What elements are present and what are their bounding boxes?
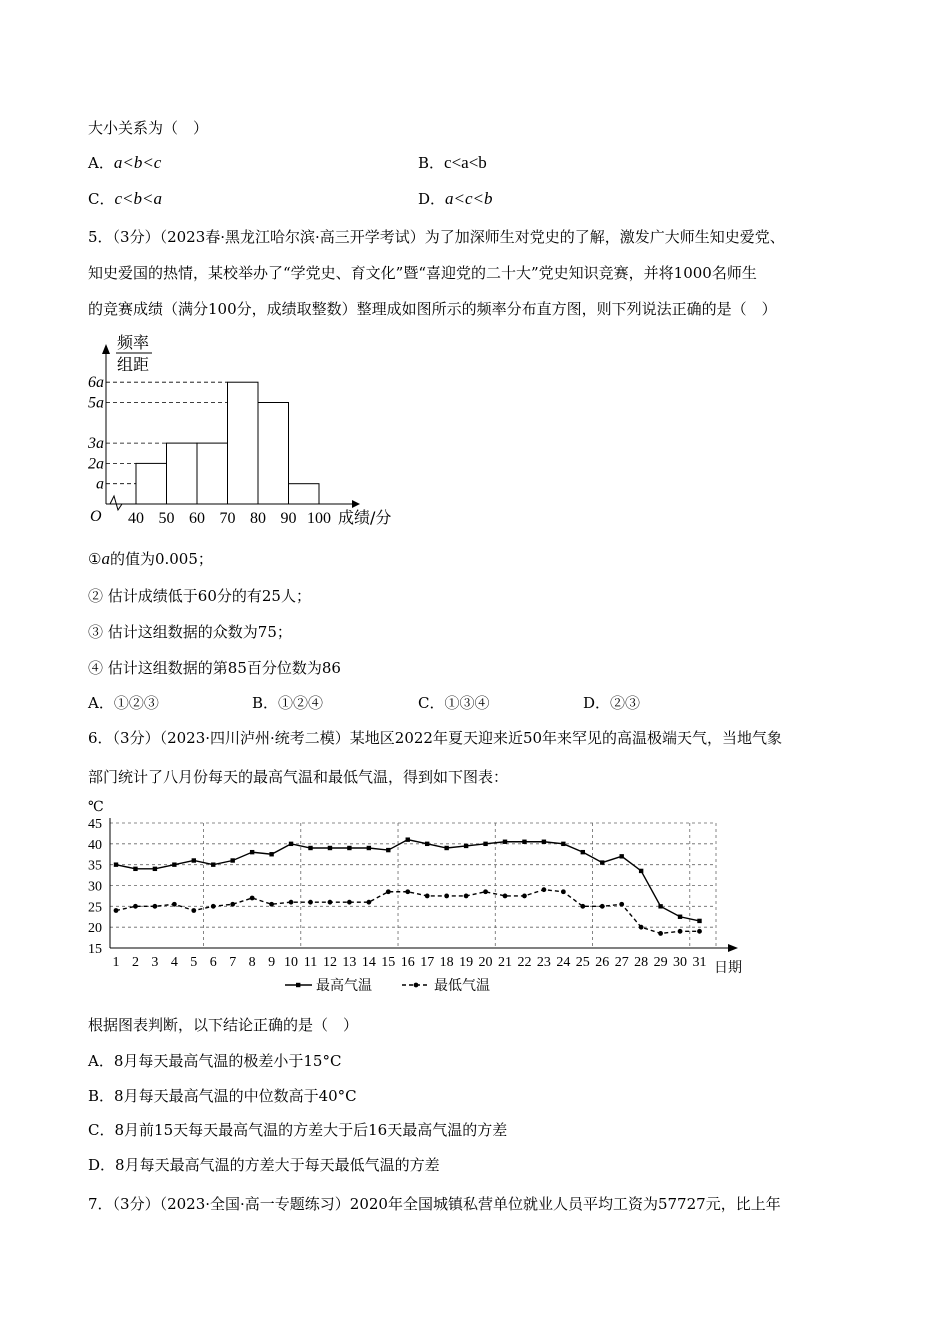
x-tick-label: 1 (112, 955, 120, 970)
y-tick-label: 40 (88, 837, 102, 853)
data-point-max (133, 867, 137, 871)
x-tick-label: 100 (307, 510, 331, 527)
q5-stem-line3: 的竞赛成绩（满分100分，成绩取整数）整理成如图所示的频率分布直方图，则下列说法正确的是（ ） (88, 300, 777, 318)
x-tick-label: 24 (556, 955, 571, 970)
data-point-max (211, 862, 215, 866)
option-text: a<b<c (113, 153, 162, 172)
data-point-max (483, 842, 487, 846)
q6-question: 根据图表判断，以下结论正确的是（ ） (88, 1016, 359, 1034)
data-point-min (347, 900, 352, 905)
q4-option-d[interactable] (418, 188, 493, 210)
data-point-min (658, 931, 663, 936)
y-axis-arrow (102, 344, 110, 354)
x-tick-label: 11 (303, 955, 318, 970)
y-label-top: 频率 (117, 333, 150, 352)
data-point-max (386, 848, 390, 852)
q5-stem-line1: 5．（3分）（2023春·黑龙江哈尔滨·高三开学考试）为了加深师生对党史的了解，激发广大师生知史爱党、 (88, 228, 785, 246)
data-point-min (250, 896, 255, 901)
data-point-max (561, 842, 565, 846)
q5-option-c[interactable]: C．①③④ (418, 694, 490, 712)
x-tick-label: 23 (536, 955, 551, 970)
y-tick-label: 2a (88, 455, 104, 473)
legend-marker-max (296, 983, 300, 987)
data-point-max (328, 846, 332, 850)
x-tick-label: 25 (575, 955, 590, 970)
q6-option-b[interactable]: B．8月每天最高气温的中位数高于40°C (88, 1087, 357, 1105)
x-tick-label: 18 (439, 955, 454, 970)
data-point-max (581, 850, 585, 854)
legend-label-max: 最高气温 (316, 978, 372, 994)
data-point-max (153, 867, 157, 871)
data-point-max (289, 842, 293, 846)
x-tick-label: 40 (128, 510, 144, 527)
x-tick-label: 6 (209, 955, 217, 970)
q6-option-a[interactable]: A．8月每天最高气温的极差小于15°C (88, 1052, 342, 1070)
option-label: A． (88, 154, 114, 172)
data-point-max (639, 869, 643, 873)
histogram-bar (228, 382, 259, 504)
legend-marker-min (414, 983, 419, 988)
x-tick-label: 21 (498, 955, 512, 970)
x-axis-label: 日期 (714, 960, 742, 976)
data-point-min (328, 900, 333, 905)
x-tick-label: 15 (381, 955, 396, 970)
data-point-max (308, 846, 312, 850)
x-tick-label: 90 (280, 510, 297, 527)
data-point-min (386, 889, 391, 894)
x-tick-label: 30 (673, 955, 688, 970)
y-tick-label: 25 (88, 900, 102, 916)
data-point-max (269, 852, 273, 856)
x-tick-label: 12 (322, 955, 337, 970)
x-tick-label: 60 (189, 510, 205, 527)
data-point-max (367, 846, 371, 850)
data-point-min (503, 894, 508, 899)
data-point-max (697, 919, 701, 923)
q5-statement-4: ④ 估计这组数据的第85百分位数为86 (88, 659, 341, 677)
q5-statement-2: ② 估计成绩低于60分的有25人； (88, 587, 311, 605)
q7-stem-line1: 7．（3分）（2023·全国·高一专题练习）2020年全国城镇私营单位就业人员平均工资为57727元，比上年 (88, 1195, 781, 1213)
data-point-min (697, 929, 702, 934)
data-point-min (639, 925, 644, 930)
y-tick-label: 45 (88, 817, 102, 832)
data-point-max (192, 858, 196, 862)
x-tick-label: 17 (420, 955, 435, 970)
x-tick-label: 9 (268, 955, 276, 970)
data-point-min (483, 889, 488, 894)
legend-label-min: 最低气温 (434, 978, 490, 994)
x-tick-label: 7 (229, 955, 237, 970)
option-label: C． (88, 190, 115, 208)
data-point-max (600, 860, 604, 864)
x-tick-label: 20 (478, 955, 493, 970)
y-tick-label: 15 (88, 942, 102, 957)
data-point-max (542, 840, 546, 844)
y-tick-label: a (96, 475, 104, 493)
q5-statement-1: ①a的值为0.005； (88, 549, 213, 568)
data-point-min (542, 887, 547, 892)
data-point-min (269, 902, 274, 907)
q5-option-a[interactable]: A．①②③ (88, 694, 159, 712)
y-tick-label: 35 (88, 858, 102, 874)
data-point-max (406, 837, 410, 841)
data-point-min (678, 929, 683, 934)
data-point-min (425, 894, 430, 899)
histogram-bar (167, 443, 198, 504)
axis-break (110, 496, 122, 510)
x-axis-arrow (352, 500, 360, 508)
data-point-min (230, 902, 235, 907)
data-point-min (366, 900, 371, 905)
data-point-min (133, 904, 138, 909)
x-tick-label: 10 (284, 955, 299, 970)
q4-stem-tail: 大小关系为（ ） (88, 119, 209, 137)
x-tick-label: 29 (653, 955, 668, 970)
q5-option-b[interactable]: B．①②④ (252, 694, 324, 712)
data-point-max (347, 846, 351, 850)
y-tick-label: 5a (88, 394, 104, 412)
x-tick-label: 70 (219, 510, 236, 527)
x-tick-label: 27 (614, 955, 629, 970)
q5-statement-3: ③ 估计这组数据的众数为75； (88, 623, 292, 641)
data-point-max (503, 840, 507, 844)
data-point-max (658, 904, 662, 908)
data-point-min (211, 904, 216, 909)
data-point-max (114, 862, 118, 866)
q4-option-a[interactable] (88, 152, 161, 174)
histogram-bar (197, 443, 228, 504)
x-tick-label: 2 (131, 955, 139, 970)
data-point-min (191, 908, 196, 913)
data-point-min (172, 902, 177, 907)
x-tick-label: 8 (248, 955, 256, 970)
data-point-min (153, 904, 158, 909)
x-tick-label: 31 (692, 955, 707, 970)
x-tick-label: 13 (342, 955, 357, 970)
data-point-max (231, 858, 235, 862)
data-point-min (522, 894, 527, 899)
data-point-min (444, 894, 449, 899)
x-tick-label: 5 (190, 955, 198, 970)
x-tick-label: 50 (158, 510, 175, 527)
data-point-max (464, 844, 468, 848)
data-point-min (114, 908, 119, 913)
data-point-min (289, 900, 294, 905)
x-axis-arrow (728, 944, 738, 952)
option-text: c<b<a (114, 189, 162, 208)
option-label: B． (418, 154, 445, 172)
histogram-bar (289, 484, 320, 504)
y-tick-label: 30 (88, 879, 102, 895)
x-tick-label: 4 (170, 955, 178, 970)
x-tick-label: 80 (250, 510, 266, 527)
data-point-min (619, 902, 624, 907)
data-point-min (600, 904, 605, 909)
option-text: a<c<b (445, 189, 493, 208)
q4-option-b[interactable] (418, 152, 487, 174)
data-point-max (172, 862, 176, 866)
q6-option-d[interactable]: D．8月每天最高气温的方差大于每天最低气温的方差 (88, 1156, 440, 1174)
data-point-min (308, 900, 313, 905)
histogram-bar (136, 463, 167, 504)
data-point-min (405, 889, 410, 894)
q6-stem-line2: 部门统计了八月份每天的最高气温和最低气温，得到如下图表： (88, 768, 509, 786)
y-tick-label: 20 (88, 921, 102, 937)
q5-option-d[interactable]: D．②③ (583, 694, 641, 712)
option-text: c<a<b (444, 153, 487, 172)
y-unit-label: ℃ (88, 800, 104, 815)
y-label-bottom: 组距 (117, 355, 150, 374)
q5-stem-line2: 知史爱国的热情，某校举办了“学党史、育文化”暨“喜迎党的二十大”党史知识竞赛，并将1000名师生 (88, 264, 757, 282)
x-axis-label: 成绩/分 (338, 508, 392, 527)
histogram-chart (84, 330, 404, 535)
histogram-bar (258, 403, 289, 505)
data-point-min (561, 889, 566, 894)
x-tick-label: 28 (634, 955, 649, 970)
data-point-max (250, 850, 254, 854)
q6-stem-line1: 6．（3分）（2023·四川泸州·统考二模）某地区2022年夏天迎来近50年来罕见的高温极端天气，当地气象 (88, 729, 783, 747)
q4-option-c[interactable] (88, 188, 162, 210)
y-tick-label: 3a (88, 435, 104, 453)
x-tick-label: 22 (517, 955, 532, 970)
y-tick-label: 6a (88, 374, 104, 392)
data-point-max (522, 840, 526, 844)
x-tick-label: 14 (361, 955, 376, 970)
data-point-max (425, 842, 429, 846)
data-point-max (444, 846, 448, 850)
data-point-max (620, 854, 624, 858)
data-point-min (464, 894, 469, 899)
option-label: D． (418, 190, 446, 208)
x-tick-label: 26 (595, 955, 610, 970)
x-tick-label: 16 (400, 955, 415, 970)
x-tick-label: 3 (151, 955, 159, 970)
temperature-line-chart (80, 795, 760, 1000)
x-tick-label: 19 (459, 955, 474, 970)
origin-label: O (90, 508, 102, 525)
q6-option-c[interactable]: C．8月前15天每天最高气温的方差大于后16天最高气温的方差 (88, 1121, 508, 1139)
data-point-min (580, 904, 585, 909)
data-point-max (678, 915, 682, 919)
